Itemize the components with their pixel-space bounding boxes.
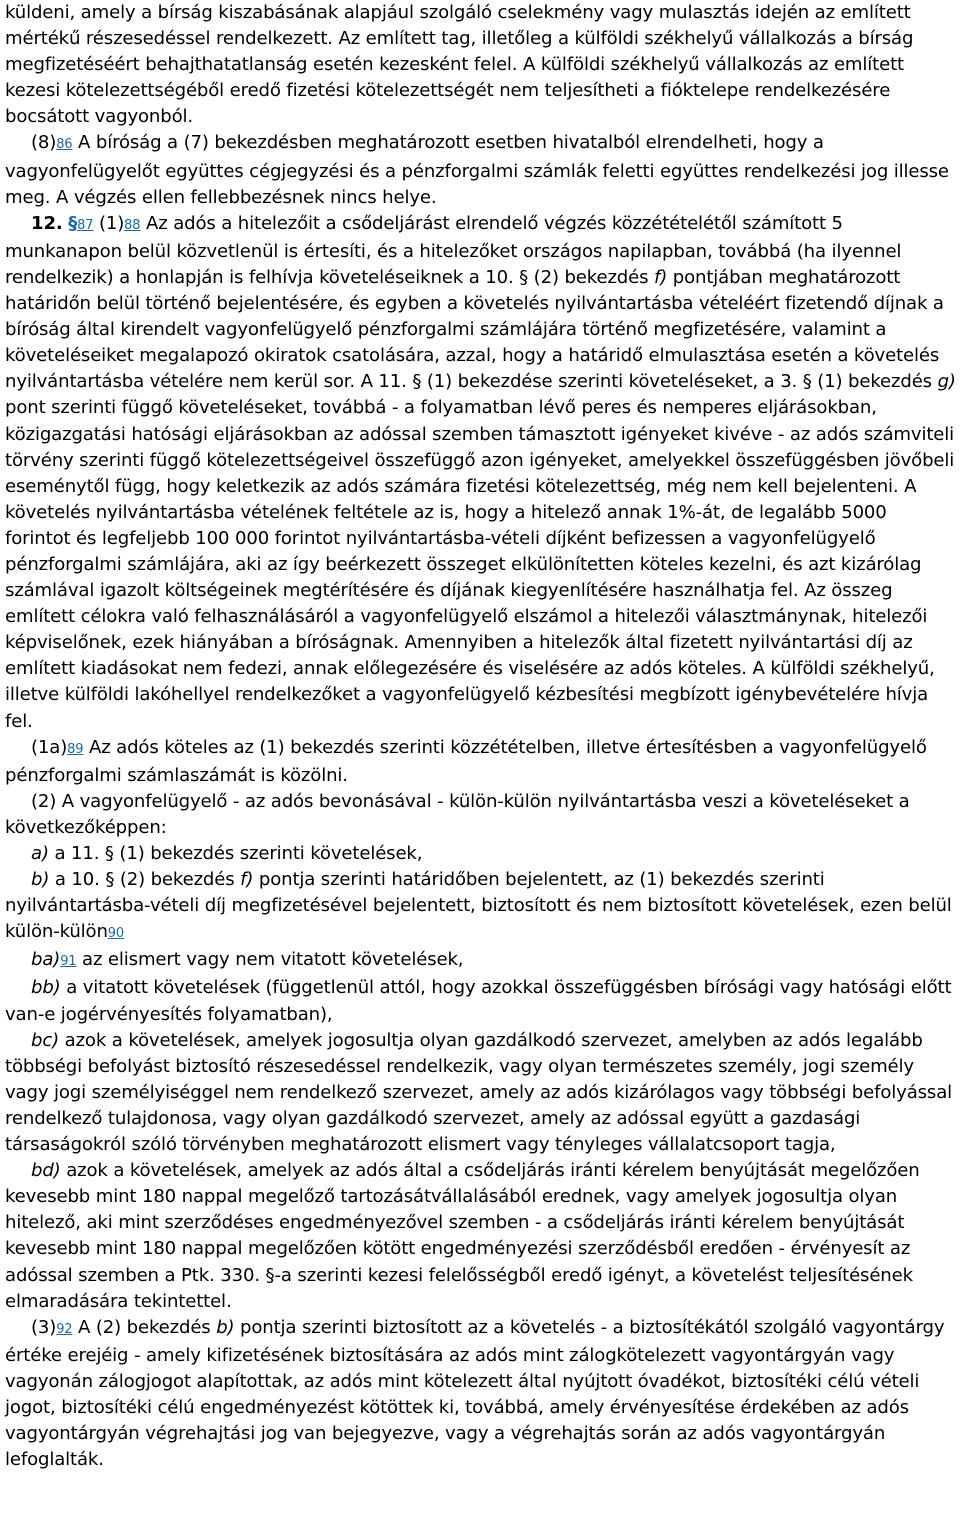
paragraph-text: pontja szerinti biztosított az a követelés - a biztosítékától szolgáló vagyontárgy értéke erejéig - amely kifizetésének biztosítására az adós mint zálogkötelezett vagyontárgyán vagy vagyonán zálogjogot alapítottak, az adós mint kötelezett által nyújtott óvadékot, biztosítéki célú vételi jogot, biztosítéki célú engedményezést kötöttek ki, továbbá, amely érvényesítése érdekében az adós vagyontárgyán végrehajtási jog van bejegyezve, vagy a végrehajtás során az adós vagyontárgyán lefoglalták. (5, 1316, 945, 1471)
point-label: a) (31, 843, 49, 864)
paragraph-text: Az adós a hitelezőit a csődeljárást elrendelő végzés közzétételétől számított 5 munkanapon belül közvetlenül is értesíti, és a hitelezőket országos napilapban, továbbá (ha ilyennel rendelkezik) a honlapján is felhívja követeléseiknek a 10. § (2) bekezdés (5, 212, 902, 288)
paragraph-2: (2) A vagyonfelügyelő - az adós bevonásával - külön-külön nyilvántartásba veszi a követeléseket a következőképpen: (5, 790, 910, 838)
point-b (5, 867, 956, 947)
footnote-link[interactable]: 90 (107, 926, 125, 942)
point-text: a 10. § (2) bekezdés (49, 869, 241, 891)
paragraph-mark: (1) (93, 212, 125, 234)
footnote-link[interactable]: 88 (124, 217, 141, 233)
paragraph-text: pontjában meghatározott határidőn belül történő bejelentésére, és egyben a követelés nyilvántartásba vételéért fizetendő díjnak a bíróság által kirendelt vagyonfelügyelő pénzforgalmi számlájára történő megfizetésére, valamint a követeléseiket megalapozó okiratok csatolására, azzal, hogy a határidő elmulasztása esetén a követelés nyilvántartásba vételére nem kerül sor. A 11. § (1) bekezdése szerinti követeléseket, a 3. § (1) bekezdés (5, 266, 944, 393)
point-text: azok a követelések, amelyek jogosultja olyan gazdálkodó szervezet, amelyben az adós legalább többségi befolyást biztosító részesedéssel rendelkezik, vagy olyan természetes személy, jogi személy vagy jogi személyiséggel nem rendelkező szervezet, amely az adós kizárólagos vagy többségi befolyással rendelkező tulajdonosa, vagy olyan gazdálkodó szervezet, amely az adóssal együtt a gazdasági társaságokról szóló törvényben meghatározott elismert vagy tényleges vállalatcsoport tagja, (5, 1029, 953, 1156)
footnote-link[interactable]: 87 (77, 217, 94, 233)
paragraph-mark: (8) (31, 132, 57, 154)
point-text: pontja szerinti határidőben bejelentett, az (1) bekezdés szerinti nyilvántartásba-vételi díj megfizetésével bejelentett, biztosított és nem biztosított követelések, ezen belül külön-külön (5, 869, 952, 943)
point-text: a 11. § (1) bekezdés szerinti követelések, (48, 843, 423, 864)
point-a (5, 841, 956, 867)
point-label: bb) (31, 977, 61, 999)
point-bb (5, 975, 956, 1027)
section-12 (5, 211, 956, 735)
paragraph-8 (5, 130, 956, 210)
point-ba (5, 947, 956, 975)
point-text: a vitatott követelések (függetlenül attól, hogy azokkal összefüggésben bírósági vagy hatósági előtt van-e jogérvényesítés folyamatban), (5, 977, 952, 1025)
section-number: 12. (31, 212, 63, 234)
point-bc (5, 1028, 956, 1158)
footnote-link[interactable]: 86 (56, 137, 73, 153)
footnote-link[interactable]: 91 (60, 954, 77, 970)
footnote-link[interactable]: 92 (56, 1321, 73, 1337)
paragraph-text: A (2) bekezdés (72, 1316, 217, 1338)
section-sign-link[interactable]: § (68, 212, 78, 234)
point-label: f) (240, 869, 254, 891)
point-label: bd) (31, 1160, 61, 1182)
point-label: f) (654, 266, 668, 288)
point-bd (5, 1158, 956, 1315)
paragraph-1a (5, 735, 956, 789)
point-label: b) (31, 869, 50, 891)
point-label: b) (216, 1316, 235, 1338)
paragraph-mark: (1a) (31, 736, 68, 758)
footnote-link[interactable]: 89 (67, 741, 84, 757)
paragraph-text: pont szerinti függő követeléseket, továbbá - a folyamatban lévő peres és nemperes eljárásokban, közigazgatási hatósági eljárásokban az adóssal szemben támasztott igényeket kivéve - az adós számviteli törvény szerinti függő kötelezettségeivel összefüggő azon igényeket, amelyekkel összefüggésben jövőbeli eseménytől függ, hogy keletkezik az adós számára fizetési kötelezettség, még nem kell bejelenteni. A követelés nyilvántartásba vételének feltétele az is, hogy a hitelező annak 1%-át, de legalább 5000 forintot és legfeljebb 100 000 forintot nyilvántartásba-vételi díjként befizessen a vagyonfelügyelő pénzforgalmi számlájára, aki az így beérkezett összeget elkülönítetten köteles kezelni, és azt kizárólag számlával igazolt költségeinek megtérítésére és díjának kiegyenlítésére használhatja fel. Az összeg említett célokra való felhasználásáról a vagyonfelügyelő elszámol a hitelezői választmánynak, hitelezői képviselőnek, ezek hiányában a bíróságnak. Amennyiben a hitelezők által fizetett nyilvántartási díj az említett kiadásokat nem fedezi, annak előlegezésére és viselésére az adós köteles. A külföldi székhelyű, illetve külföldi lakóhellyel rendelkezőket a vagyonfelügyelő kézbesítési megbízott igénybevételére hívja fel. (5, 397, 955, 732)
point-label: ba) (31, 949, 61, 971)
point-label: bc) (31, 1029, 60, 1051)
point-text: az elismert vagy nem vitatott követelések, (76, 949, 464, 971)
point-text: azok a követelések, amelyek az adós által a csődeljárás iránti kérelem benyújtását megelőzően kevesebb mint 180 nappal megelőző tartozásátvállalásából erednek, vagy amelyek jogosultja olyan hitelező, aki mint szerződéses engedményezővel szemben - a csődeljárás iránti kérelem benyújtását kevesebb mint 180 nappal megelőzően kötött engedményezési szerződésből eredően - érvényesít az adóssal szemben a Ptk. 330. §-a szerinti kezesi felelősségből eredő igényt, a követelést teljesítésének elmaradására tekintettel. (5, 1160, 920, 1312)
point-label: g) (937, 371, 956, 393)
paragraph-text: A bíróság a (7) bekezdésben meghatározott esetben hivatalból elrendelheti, hogy a vagyonfelügyelőt együttes cégjegyzési és a pénzforgalmi számlák feletti együttes rendelkezési jog illesse meg. A végzés ellen fellebbezésnek nincs helye. (5, 132, 949, 208)
paragraph-text: Az adós köteles az (1) bekezdés szerinti közzétételben, illetve értesítésben a vagyonfelügyelő pénzforgalmi számlaszámát is közölni. (5, 736, 927, 786)
paragraph-mark: (3) (31, 1316, 57, 1338)
paragraph-3 (5, 1315, 956, 1474)
paragraph-continuation: küldeni, amely a bírság kiszabásának alapjául szolgáló cselekmény vagy mulasztás idején az említett mértékű részesedéssel rendelkezett. Az említett tag, illetőleg a külföldi székhelyű vállalkozás a bírság megfizetéséért behajthatatlanság esetén kezesként felel. A külföldi székhelyű vállalkozás az említett kezesi kötelezettségéből eredő fizetési kötelezettségét nem teljesítheti a fióktelepe rendelkezésére bocsátott vagyonból. (5, 2, 914, 128)
